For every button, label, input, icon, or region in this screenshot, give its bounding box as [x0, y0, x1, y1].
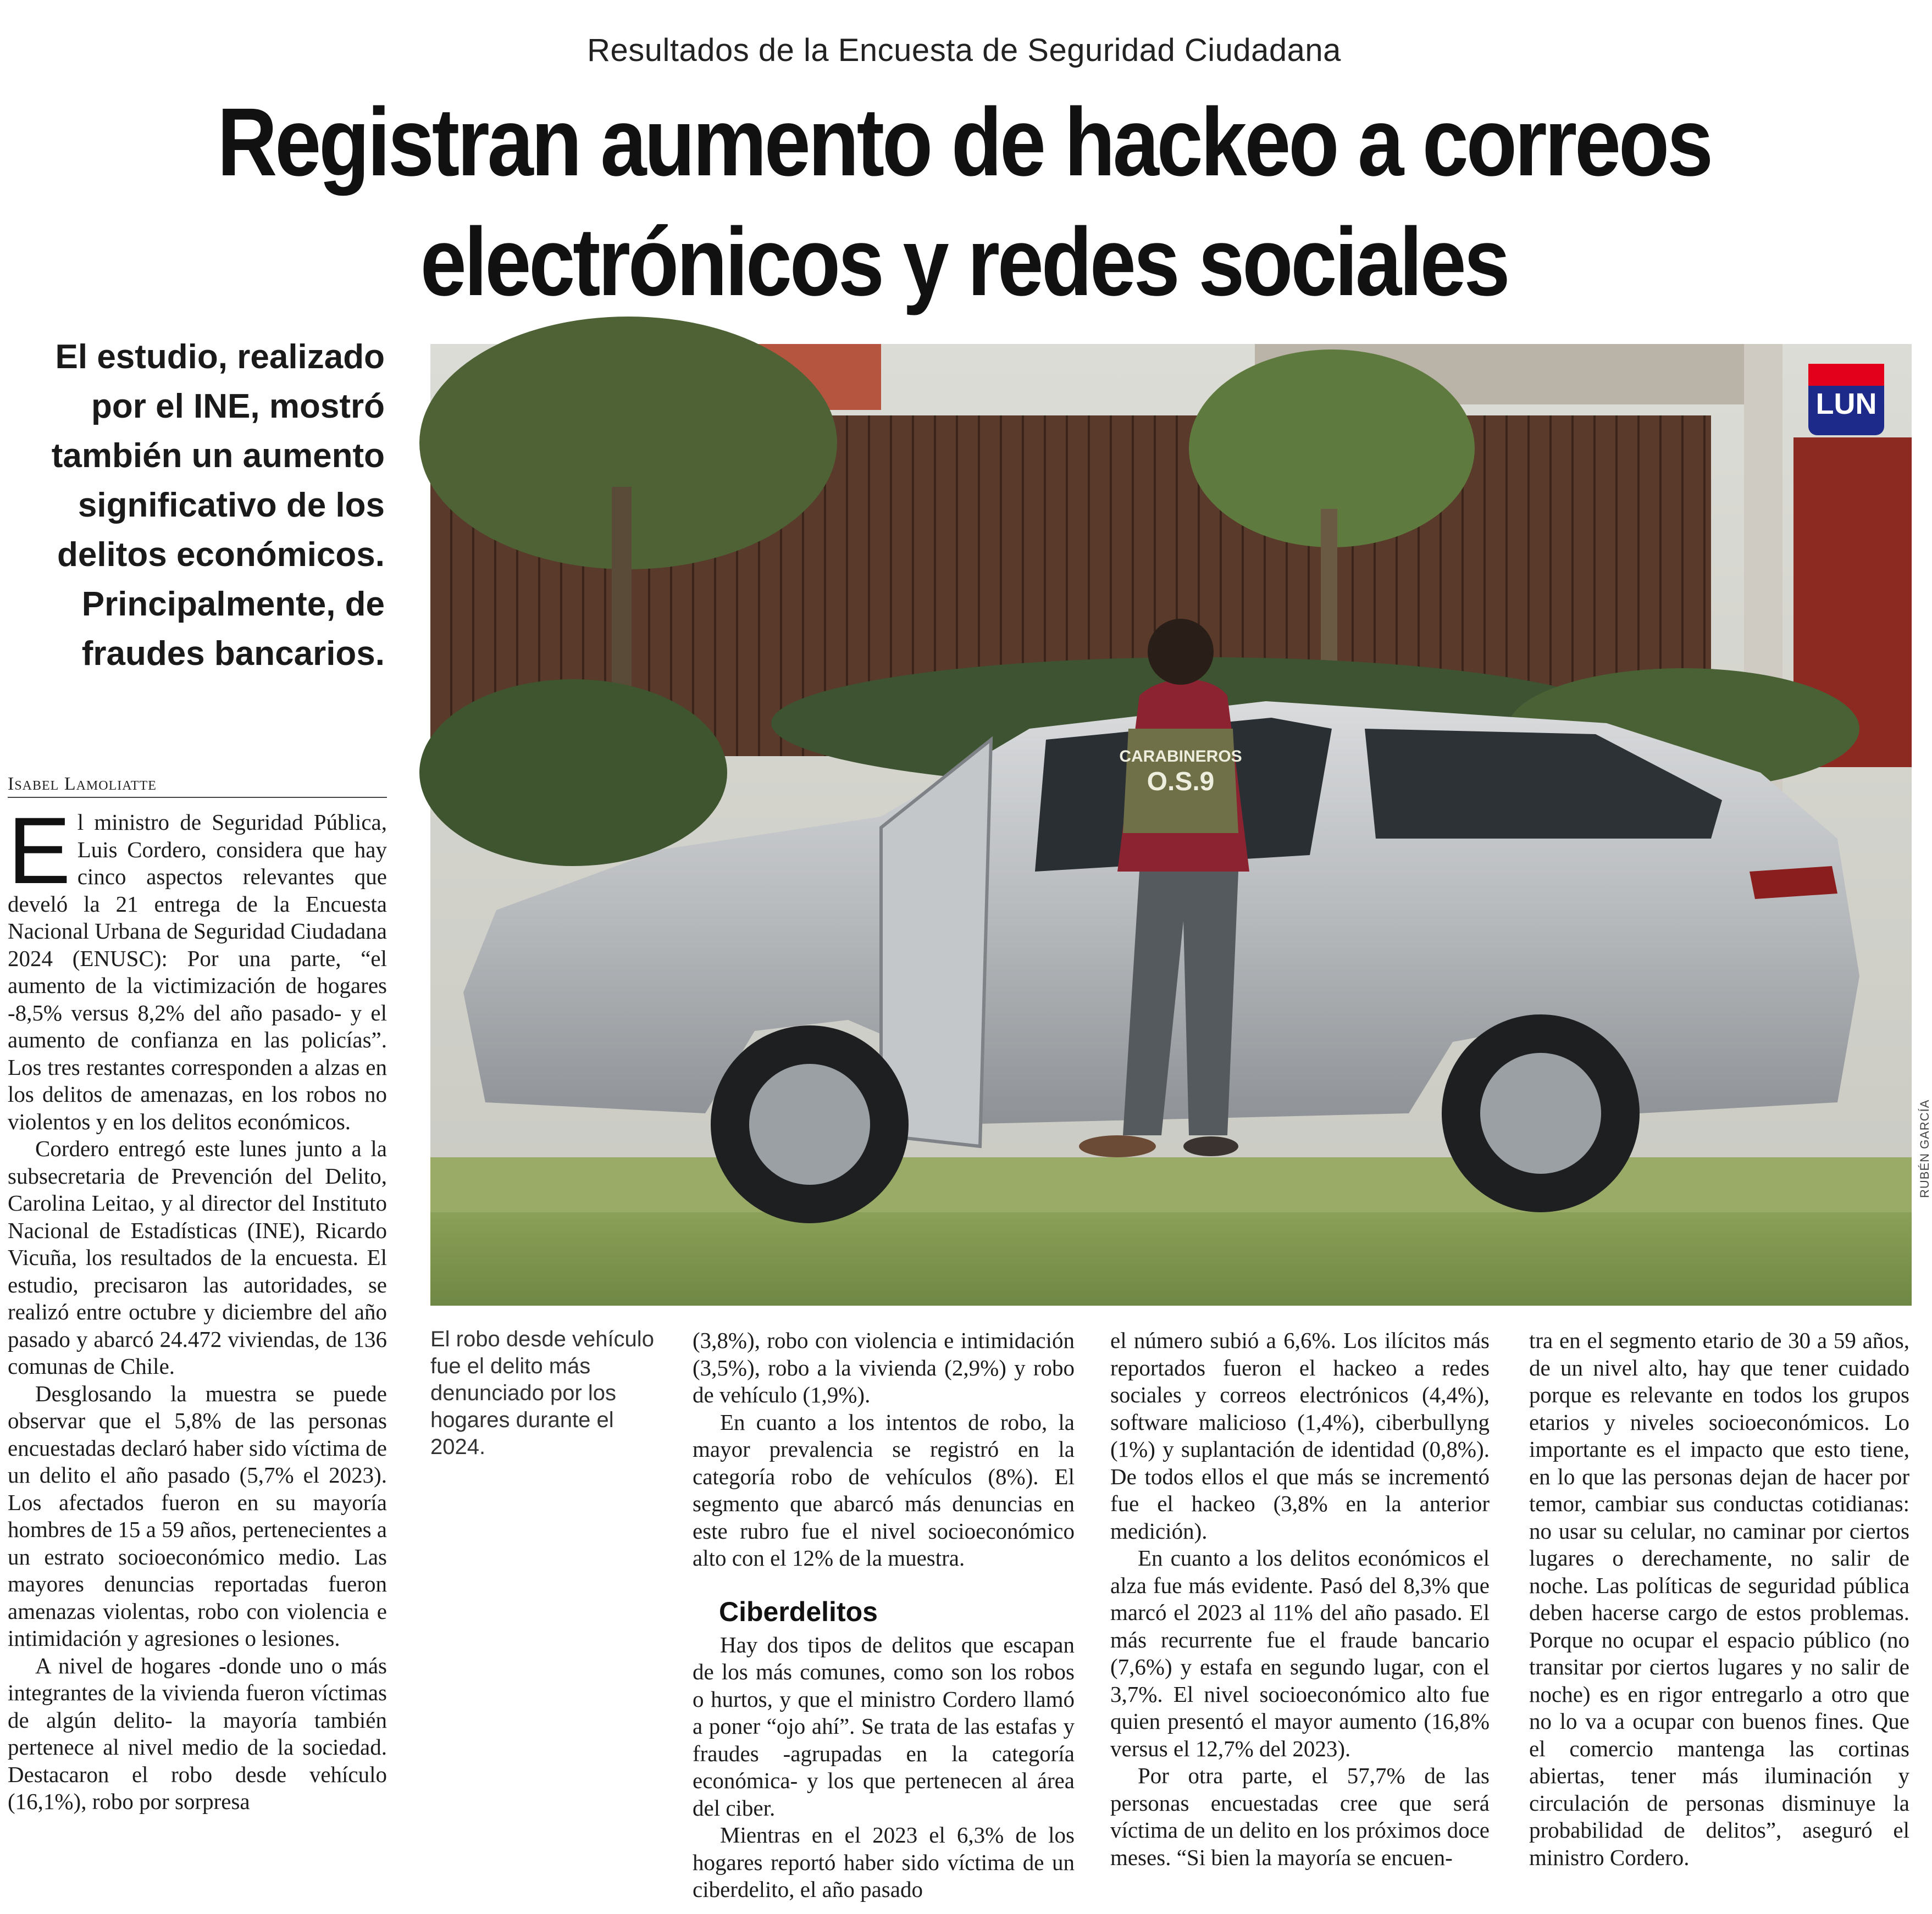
article-paragraph: tra en el segmento etario de 30 a 59 años, de un nivel alto, hay que tener cuidado porque es relevante en todos los grupos etarios y niveles socioeconómicos. Lo importante es el impacto que esto tiene, en lo que las personas dejan de hacer por temor, cambiar sus conductas cotidianas: no usar su celular, no caminar por ciertos lugares o derechamente, no salir de noche. Las políticas de seguridad pública deben hacerse cargo de estos problemas. Porque no ocupar el espacio público (no transitar por ciertos lugares y no salir de noche) es en rigor entregarlo a otro que no lo va a ocupar con buenos fines. Que el comercio mantenga las cortinas abiertas, tener más iluminación y circulación de personas disminuye la probabilidad de delitos”, aseguró el ministro Cordero. [1529, 1328, 1909, 1870]
photo-credit: RUBÉN GARCÍA [1918, 1099, 1931, 1198]
article-column-4 [1529, 1327, 1909, 1871]
photo-illustration [430, 344, 1912, 1306]
lun-logo-text: LUN [1815, 387, 1877, 420]
lun-logo-badge [1808, 364, 1884, 435]
article-paragraph: En cuanto a los intentos de robo, la mayor prevalencia se registró en la categoría robo de vehículos (8%). El segmento que abarcó más denuncias en este rubro fue el nivel socioeconómico alto con el 12% de la muestra. [693, 1409, 1075, 1571]
article-paragraph: (3,8%), robo con violencia e intimidación (3,5%), robo a la vivienda (2,9%) y robo de vehículo (1,9%). [693, 1328, 1075, 1407]
byline-author: Isabel Lamoliatte [8, 774, 157, 794]
article-paragraph: En cuanto a los delitos económicos el alza fue más evidente. Pasó del 8,3% que marcó el 2023 al 11% del año pasado. El más recurrente fue el fraude bancario (7,6%) y estafa en segundo lugar, con el 3,7%. El nivel socioeconómico alto fue quien presentó el mayor aumento (16,8% versus el 12,7% del 2023). [1110, 1545, 1490, 1761]
kicker: Resultados de la Encuesta de Seguridad Ciudadana [587, 32, 1341, 68]
article-column-3 [1110, 1327, 1490, 1871]
article-paragraph: Por otra parte, el 57,7% de las personas encuestadas cree que será víctima de un delito en los próximos doce meses. “Si bien la mayoría se encuen- [1110, 1763, 1490, 1870]
article-column-2 [693, 1327, 1075, 1904]
article-paragraph: Desglosando la muestra se puede observar que el 5,8% de las personas encuestadas declaró haber sido víctima de un delito el año pasado (5,7% el 2023). Los afectados fueron en su mayoría hombres de 15 a 59 años, pertenecientes a un estrato socioeconómico medio. Las mayores denuncias reportadas fueron amenazas violentas, robo con violencia e intimidación y agresiones o lesiones. [8, 1380, 387, 1651]
byline [8, 774, 387, 798]
drop-cap: E [8, 798, 71, 903]
article-paragraph: A nivel de hogares -donde uno o más integrantes de la vivienda fueron víctimas de algún delito- la mayoría también pertenece al nivel medio de la sociedad. Destacaron el robo desde vehículo (16,1%), robo por sorpresa [8, 1652, 387, 1814]
headline-line-1: Registran aumento de hackeo a correos [217, 88, 1711, 196]
vest-text-1: CARABINEROS [1119, 747, 1242, 765]
dek: El estudio, realizado por el INE, mostró también un aumento significativo de los delitos económicos. Principalmente, de fraudes bancarios. [51, 338, 385, 673]
vest-text-2: O.S.9 [1147, 767, 1215, 796]
article-photo [430, 344, 1912, 1306]
logo-red-band [1808, 364, 1884, 386]
subhead: Ciberdelitos [719, 1596, 878, 1627]
article-paragraph: Cordero entregó este lunes junto a la subsecretaria de Prevención del Delito, Carolina Leitao, y al director del Instituto Nacional de Estadísticas (INE), Ricardo Vicuña, los resultados de la encuesta. El estudio, precisaron las autoridades, se realizó entre octubre y diciembre del año pasado y abarcó 24.472 viviendas, de 136 comunas de Chile. [8, 1136, 387, 1379]
article-paragraph [8, 798, 387, 1135]
article-paragraph: Mientras en el 2023 el 6,3% de los hogares reportó haber sido víctima de un ciberdelito, el año pasado [693, 1822, 1075, 1902]
article-paragraph: Hay dos tipos de delitos que escapan de los más comunes, como son los robos o hurtos, y que el ministro Cordero llamó a poner “ojo ahí”. Se trata de las estafas y fraudes -agrupadas en la categoría económica- y los que pertenecen al área del ciber. [693, 1632, 1075, 1821]
photo-caption: El robo desde vehículo fue el delito más denunciado por los hogares durante el 2024. [430, 1327, 654, 1459]
paragraph-text: l ministro de Seguridad Pública, Luis Cordero, considera que hay cinco aspectos relevantes que develó la 21 entrega de la Encuesta Nacional Urbana de Seguridad Ciudadana 2024 (ENUSC): Por una parte, “el aumento de la victimización de hogares -8,5% versus 8,2% del año pasado- y el aumento de confianza en las policías”. Los tres restantes corresponden a alzas en los delitos de amenazas, en los robos no violentos y en los delitos económicos. [8, 809, 387, 1134]
article-column-1 [8, 798, 387, 1816]
article-paragraph: el número subió a 6,6%. Los ilícitos más reportados fueron el hackeo a redes sociales y correos electrónicos (4,4%), software malicioso (1,4%), ciberbullyng (1%) y suplantación de identidad (0,8%). De todos ellos el que más se incrementó fue el hackeo (3,8% en la anterior medición). [1110, 1328, 1490, 1544]
headline-line-2: electrónicos y redes sociales [420, 208, 1508, 316]
headline [163, 82, 1765, 322]
